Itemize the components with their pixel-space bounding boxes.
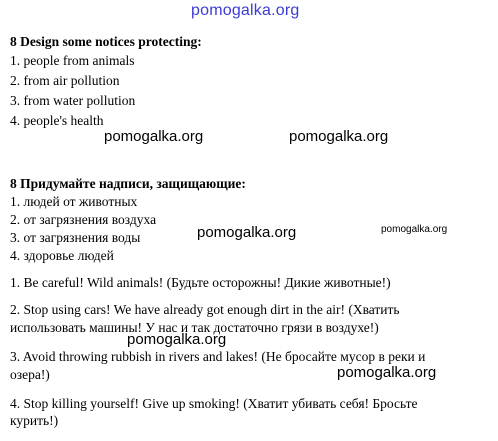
watermark-2: pomogalka.org xyxy=(289,128,389,145)
russian-heading: 8 Придумайте надписи, защищающие: xyxy=(10,176,246,191)
answer-2-line-1: 2. Stop using cars! We have already got enough dirt in the air! (Хватить xyxy=(10,302,400,317)
answer-1-line-1: 1. Be careful! Wild animals! (Будьте осторожны! Дикие животные!) xyxy=(10,275,391,290)
answer-3-line-1: 3. Avoid throwing rubbish in rivers and lakes! (Не бросайте мусор в реки и xyxy=(10,349,426,364)
answer-4-line-2: курить!) xyxy=(10,413,59,428)
answer-2-line-2: использовать машины! У нас и так достаточно грязи в воздухе!) xyxy=(10,320,379,335)
english-item-2: 2. from air pollution xyxy=(10,73,120,88)
watermark-1: pomogalka.org xyxy=(104,128,204,145)
watermark-4: pomogalka.org xyxy=(381,224,448,235)
answer-4-line-1: 4. Stop killing yourself! Give up smoking! (Хватит убивать себя! Бросьте xyxy=(10,396,418,411)
watermark-5: pomogalka.org xyxy=(127,331,227,348)
english-item-4: 4. people's health xyxy=(10,113,104,128)
russian-item-4: 4. здоровье людей xyxy=(10,248,114,263)
english-item-1: 1. people from animals xyxy=(10,53,135,68)
russian-item-3: 3. от загрязнения воды xyxy=(10,230,141,245)
answer-3-line-2: озера!) xyxy=(10,367,50,382)
russian-item-2: 2. от загрязнения воздуха xyxy=(10,212,157,227)
russian-item-1: 1. людей от животных xyxy=(10,194,138,209)
english-item-3: 3. from water pollution xyxy=(10,93,136,108)
english-heading: 8 Design some notices protecting: xyxy=(10,34,202,49)
watermark-3: pomogalka.org xyxy=(197,224,297,241)
watermark-top[interactable]: pomogalka.org xyxy=(191,2,300,19)
watermark-6: pomogalka.org xyxy=(337,364,437,381)
